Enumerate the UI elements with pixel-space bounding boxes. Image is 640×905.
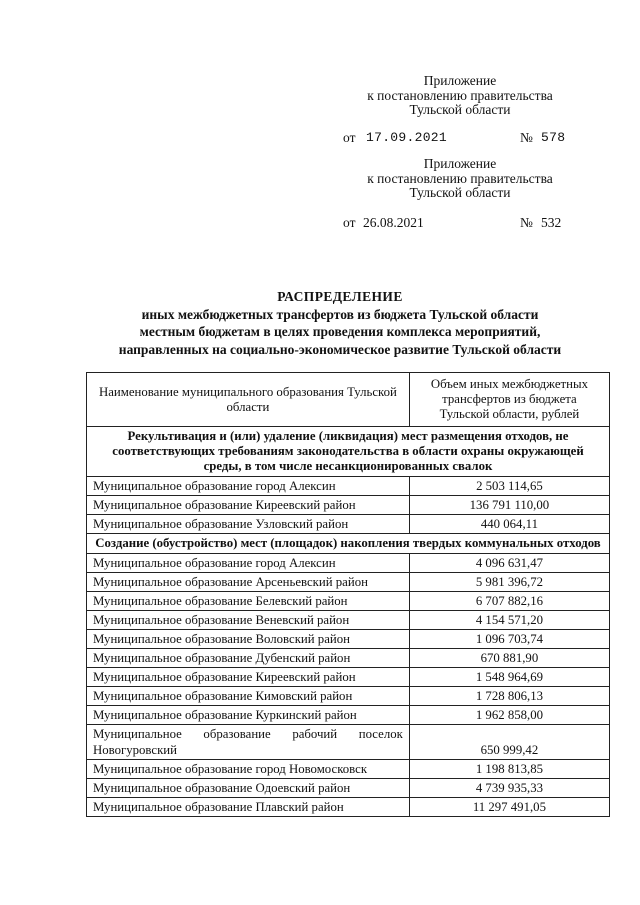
number-prefix: № — [520, 130, 533, 145]
table-row — [87, 630, 610, 649]
transfer-amount: 1 198 813,85 — [409, 760, 609, 779]
appendix-line: Тульской области — [409, 185, 511, 200]
municipality-name: Муниципальное образование город Алексин — [87, 477, 410, 496]
column-header-name: Наименование муниципального образования Тульской области — [87, 373, 410, 427]
title-line: местным бюджетам в целях проведения комплекса мероприятий, — [139, 324, 541, 339]
transfer-amount: 1 548 964,69 — [409, 668, 609, 687]
municipality-name: Муниципальное образование Дубенский район — [87, 649, 410, 668]
appendix-line: Тульской области — [409, 102, 511, 117]
date-prefix: от — [343, 215, 356, 230]
table-row — [87, 649, 610, 668]
table-row — [87, 496, 610, 515]
transfer-amount: 136 791 110,00 — [409, 496, 609, 515]
date-prefix: от — [343, 130, 356, 145]
municipality-name: Муниципальное образование Воловский район — [87, 630, 410, 649]
transfer-amount: 11 297 491,05 — [409, 798, 609, 817]
transfer-amount: 6 707 882,16 — [409, 592, 609, 611]
transfer-amount: 1 728 806,13 — [409, 687, 609, 706]
transfer-amount: 5 981 396,72 — [409, 573, 609, 592]
municipality-name: Муниципальное образование город Алексин — [87, 554, 410, 573]
municipality-name: Муниципальное образование Киреевский район — [87, 496, 410, 515]
appendix-line: Приложение — [423, 156, 497, 171]
appendix-header-current — [340, 74, 580, 118]
municipality-name: Муниципальное образование Куркинский район — [87, 706, 410, 725]
table-row — [87, 725, 610, 760]
municipality-name: Муниципальное образование Белевский район — [87, 592, 410, 611]
appendix-header-original — [340, 157, 580, 201]
table-row — [87, 798, 610, 817]
municipality-name: Муниципальное образование Плавский район — [87, 798, 410, 817]
table-row — [87, 592, 610, 611]
section-heading-row — [87, 427, 610, 477]
decree-number: 578 — [541, 130, 566, 145]
title-line: направленных на социально-экономическое развитие Тульской области — [118, 341, 562, 357]
municipality-name: Муниципальное образование Одоевский район — [87, 779, 410, 798]
decree-number: 532 — [541, 215, 562, 230]
table-row — [87, 706, 610, 725]
section-heading: Создание (обустройство) мест (площадок) накопления твердых коммунальных отходов — [87, 534, 610, 554]
table-row — [87, 779, 610, 798]
table-row — [87, 554, 610, 573]
table-row — [87, 668, 610, 687]
municipality-name: Муниципальное образование город Новомосковск — [87, 760, 410, 779]
title-main: РАСПРЕДЕЛЕНИЕ — [277, 289, 403, 304]
title-line: иных межбюджетных трансфертов из бюджета Тульской области — [141, 306, 539, 322]
table-row — [87, 611, 610, 630]
municipality-name: Муниципальное образование Кимовский район — [87, 687, 410, 706]
section-heading: Рекультивация и (или) удаление (ликвидация) мест размещения отходов, не соответствующих требованиям законодательства в области охраны окружающей среды, в том числе несанкционированных свалок — [87, 427, 610, 477]
appendix-line: к постановлению правительства — [367, 170, 553, 186]
section-heading-row — [87, 534, 610, 554]
municipality-name: Муниципальное образование Узловский район — [87, 515, 410, 534]
municipality-name: Муниципальное образование Киреевский район — [87, 668, 410, 687]
municipality-name: Муниципальное образование Арсеньевский район — [87, 573, 410, 592]
decree-date: 17.09.2021 — [366, 130, 448, 145]
transfer-amount: 440 064,11 — [409, 515, 609, 534]
table-row — [87, 515, 610, 534]
table-row — [87, 687, 610, 706]
column-header-amount: Объем иных межбюджетных трансфертов из бюджета Тульской области, рублей — [409, 373, 609, 427]
transfer-amount: 1 962 858,00 — [409, 706, 609, 725]
transfer-amount: 4 154 571,20 — [409, 611, 609, 630]
distribution-table — [86, 372, 610, 817]
transfer-amount: 4 096 631,47 — [409, 554, 609, 573]
appendix-line: к постановлению правительства — [367, 87, 553, 103]
table-header-row — [87, 373, 610, 427]
transfer-amount: 670 881,90 — [409, 649, 609, 668]
transfer-amount: 1 096 703,74 — [409, 630, 609, 649]
document-title — [70, 288, 610, 358]
transfer-amount: 2 503 114,65 — [409, 477, 609, 496]
decree-date: 26.08.2021 — [363, 215, 424, 230]
table-row — [87, 760, 610, 779]
transfer-amount: 650 999,42 — [409, 725, 609, 760]
municipality-name: Муниципальное образование Веневский район — [87, 611, 410, 630]
municipality-name: Муниципальное образование рабочий поселок Новогуровский — [87, 725, 410, 760]
appendix-line: Приложение — [423, 73, 497, 88]
transfer-amount: 4 739 935,33 — [409, 779, 609, 798]
table-row — [87, 477, 610, 496]
table-row — [87, 573, 610, 592]
number-prefix: № — [520, 215, 533, 230]
